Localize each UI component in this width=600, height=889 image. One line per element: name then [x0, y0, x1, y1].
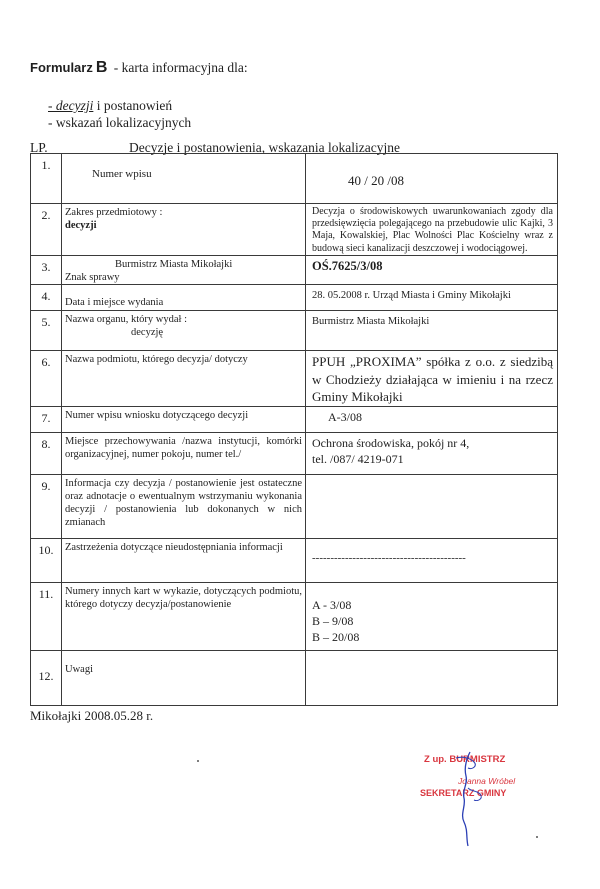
row-label-line: Nazwa organu, który wydał : [65, 314, 187, 325]
stamp-line-2: Joanna Wróbel [458, 776, 516, 786]
row-number: 10. [31, 538, 62, 582]
row-value [306, 255, 558, 284]
lp-heading: LP. [30, 140, 48, 155]
row-value [306, 432, 558, 474]
option-decisions-rest: i postanowień [93, 98, 173, 113]
form-title-rest: - karta informacyjna dla: [110, 60, 248, 75]
table-row [31, 474, 558, 538]
table-row [31, 650, 558, 705]
row-value [306, 311, 558, 351]
row-label [62, 432, 306, 474]
decision-scope: Decyzja o środowiskowych uwarunkowaniach zgody dla przedsięwzięcia polegającego na przebudowie ulic Kajki, 3 Maja, Kowalskiej, Plac Wolności Plac Kościelny wraz z budową sieci kanalizacji deszczowej i wodociągowej. [312, 206, 553, 254]
table-row [31, 285, 558, 311]
table-row [31, 538, 558, 582]
row-label-text: Data i miejsce wydania [65, 296, 164, 308]
table-title: Decyzje i postanowienia, wskazania lokalizacyjne [129, 140, 401, 155]
scan-speck [197, 760, 199, 762]
row-label-line: Zakres przedmiotowy : [65, 207, 163, 218]
table-row [31, 582, 558, 650]
row-number: 1. [31, 154, 62, 204]
row-label [62, 285, 306, 311]
storage-location: Ochrona środowiska, pokój nr 4, [312, 435, 470, 450]
row-label [62, 474, 306, 538]
row-value [306, 474, 558, 538]
entry-number: 40 / 20 /08 [348, 173, 404, 188]
row-label [62, 154, 306, 204]
row-value [306, 538, 558, 582]
related-card: B – 20/08 [312, 630, 360, 645]
row-label [62, 255, 306, 284]
row-label-text: Nazwa podmiotu, którego decyzja/ dotyczy [65, 354, 248, 365]
scan-speck [536, 836, 538, 838]
row-value [306, 650, 558, 705]
restrictions-dashes: ------------------------------------------ [312, 552, 466, 565]
row-value [306, 406, 558, 432]
row-label-text: Uwagi [65, 663, 93, 675]
storage-phone: tel. /087/ 4219-071 [312, 451, 404, 466]
table-row [31, 351, 558, 407]
row-label-text: Zastrzeżenia dotyczące nieudostępniania informacji [65, 541, 283, 553]
row-label [62, 406, 306, 432]
form-title [30, 58, 550, 78]
form-header [30, 58, 550, 132]
row-label-text: Miejsce przechowywania /nazwa instytucji, komórki organizacyjnej, numer pokoju, numer tel./ [65, 435, 302, 460]
row-number: 9. [31, 474, 62, 538]
row-number: 8. [31, 432, 62, 474]
related-card: A - 3/08 [312, 597, 352, 612]
application-number: A-3/08 [328, 409, 362, 424]
row-number: 7. [31, 406, 62, 432]
row-number: 11. [31, 582, 62, 650]
row-number: 5. [31, 311, 62, 351]
handwritten-signature [408, 748, 558, 858]
row-label-text: Numery innych kart w wykazie, dotyczących podmiotu, którego dotyczy decyzja/postanowienie [65, 585, 302, 610]
row-value [306, 204, 558, 256]
row-number: 6. [31, 351, 62, 407]
form-title-letter: B [95, 59, 108, 76]
table-row [31, 204, 558, 256]
row-label [62, 351, 306, 407]
issuing-authority: Burmistrz Miasta Mikołajki [312, 316, 430, 327]
table-row [31, 154, 558, 204]
table-row [31, 311, 558, 351]
row-label [62, 311, 306, 351]
row-label [62, 204, 306, 256]
table-row [31, 432, 558, 474]
issue-date-place: 28. 05.2008 r. Urząd Miasta i Gminy Mikołajki [312, 290, 511, 301]
row-value [306, 285, 558, 311]
official-stamp [408, 748, 558, 858]
row-value [306, 154, 558, 204]
place-and-date: Mikołajki 2008.05.28 r. [30, 708, 154, 723]
row-label-line: decyzję [131, 327, 164, 339]
row-label [62, 582, 306, 650]
stamp-line-3: SEKRETARZ GMINY [420, 788, 507, 798]
related-card: B – 9/08 [312, 613, 354, 628]
case-reference: OŚ.7625/3/08 [312, 258, 383, 273]
row-label-text: Numer wpisu wniosku dotyczącego decyzji [65, 409, 249, 421]
row-label [62, 538, 306, 582]
row-number: 4. [31, 285, 62, 311]
row-label-text: Numer wpisu [92, 168, 152, 180]
row-value [306, 582, 558, 650]
row-label-line: Znak sprawy [65, 271, 120, 283]
table-row [31, 406, 558, 432]
row-label-line: Burmistrz Miasta Mikołajki [115, 258, 233, 270]
option-decisions-underlined: - decyzji [48, 98, 94, 113]
row-number: 3. [31, 255, 62, 284]
info-card-table [30, 153, 558, 706]
row-value [306, 351, 558, 407]
row-label-text: Informacja czy decyzja / postanowienie jest ostateczne oraz adnotacje o ewentualnym wstrzymaniu wykonania decyzji / postanowienia lub dokonanych w nich zmianach [65, 477, 302, 529]
form-title-prefix: Formularz [30, 60, 93, 75]
option-location-indications: - wskazań lokalizacyjnych [48, 114, 192, 130]
row-number: 2. [31, 204, 62, 256]
entity-name: PPUH „PROXIMA” spółka z o.o. z siedzibą w Chodzieży działająca w imieniu i na rzecz Gminy Mikołajki [312, 354, 553, 405]
row-label-line: decyzji [65, 220, 97, 232]
table-row [31, 255, 558, 284]
row-label [62, 650, 306, 705]
option-decisions [48, 98, 550, 115]
stamp-line-1: Z up. BURMISTRZ [424, 754, 506, 765]
row-number: 12. [31, 650, 62, 705]
